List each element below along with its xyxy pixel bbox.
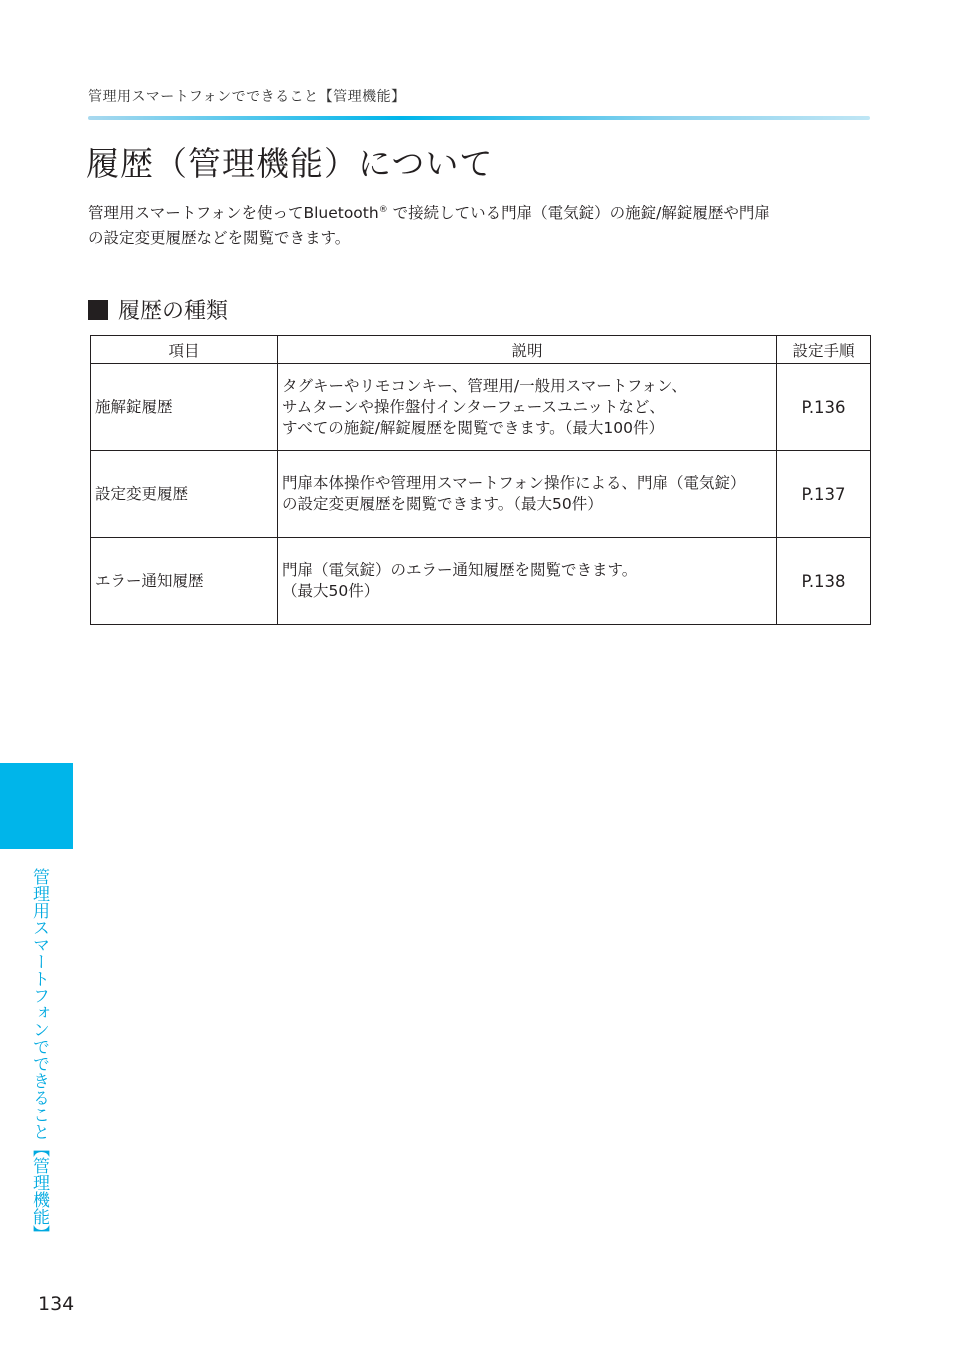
chapter-side-tab <box>0 763 73 849</box>
row-page-reference: P.137 <box>777 451 871 538</box>
intro-line2: の設定変更履歴などを閲覧できます。 <box>88 229 351 247</box>
row-description <box>278 538 777 625</box>
section-heading <box>88 294 228 325</box>
row-page-reference: P.136 <box>777 364 871 451</box>
page-number: 134 <box>38 1293 75 1315</box>
table-row <box>91 364 871 451</box>
intro-paragraph <box>88 198 878 251</box>
row-description <box>278 451 777 538</box>
row-item: 施解錠履歴 <box>91 364 278 451</box>
column-header-item: 項目 <box>91 336 278 364</box>
page-title: 履歴（管理機能）について <box>86 144 494 183</box>
running-header: 管理用スマートフォンでできること【管理機能】 <box>88 89 406 105</box>
square-bullet-icon <box>88 300 108 320</box>
header-rule <box>88 116 870 120</box>
row-item: エラー通知履歴 <box>91 538 278 625</box>
table-row <box>91 538 871 625</box>
row-description <box>278 364 777 451</box>
table-header-row <box>91 336 871 364</box>
description-line: の設定変更履歴を閲覧できます。（最大50件） <box>282 495 603 513</box>
row-item: 設定変更履歴 <box>91 451 278 538</box>
section-heading-text: 履歴の種類 <box>118 299 229 324</box>
column-header-description: 説明 <box>278 336 777 364</box>
description-line: （最大50件） <box>282 582 380 600</box>
description-line: 門扉本体操作や管理用スマートフォン操作による、門扉（電気錠） <box>282 474 746 492</box>
row-page-reference: P.138 <box>777 538 871 625</box>
chapter-side-label: 管理用スマートフォンでできること【管理機能】 <box>29 868 49 1242</box>
table-row <box>91 451 871 538</box>
intro-line1-end: で接続している門扉（電気錠）の施錠/解錠履歴や門扉 <box>387 204 770 222</box>
description-line: 門扉（電気錠）のエラー通知履歴を閲覧できます。 <box>282 561 638 579</box>
intro-line1-start: 管理用スマートフォンを使ってBluetooth <box>88 204 379 222</box>
column-header-procedure: 設定手順 <box>777 336 871 364</box>
description-line: サムターンや操作盤付インターフェースユニットなど、 <box>282 397 665 416</box>
history-types-table <box>90 335 871 625</box>
description-line: すべての施錠/解錠履歴を閲覧できます。（最大100件） <box>282 418 665 437</box>
registered-mark: ® <box>378 205 388 215</box>
description-line: タグキーやリモコンキー、管理用/一般用スマートフォン、 <box>282 376 687 395</box>
